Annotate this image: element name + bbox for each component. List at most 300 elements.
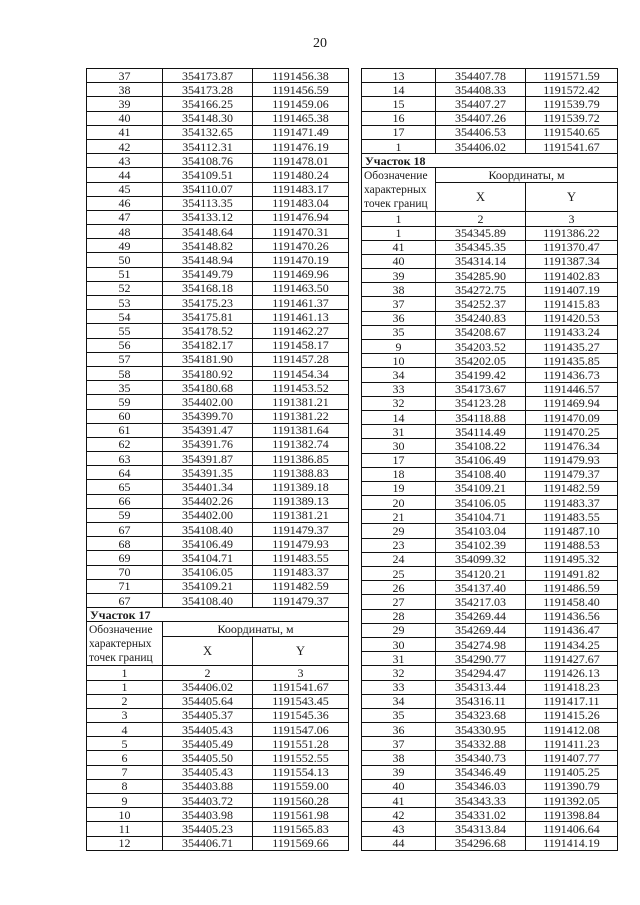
y-coordinate-cell: 1191406.64 <box>526 822 618 836</box>
table-row <box>87 565 349 579</box>
y-coordinate-cell: 1191486.59 <box>526 581 618 595</box>
y-coordinate-cell: 1191487.10 <box>526 524 618 538</box>
x-coordinate-cell: 354346.49 <box>436 765 526 779</box>
y-coordinate-cell: 1191427.67 <box>526 652 618 666</box>
y-coordinate-cell: 1191469.94 <box>526 396 618 410</box>
point-number-cell: 36 <box>362 311 436 325</box>
x-coordinate-cell: 354345.89 <box>436 226 526 240</box>
x-coordinate-cell: 354109.51 <box>163 168 253 182</box>
table-row <box>362 240 618 254</box>
table-row <box>87 338 349 352</box>
point-number-cell: 17 <box>362 125 436 139</box>
x-coordinate-cell: 354314.14 <box>436 254 526 268</box>
y-coordinate-cell: 1191470.26 <box>253 239 349 253</box>
y-coordinate-cell: 1191476.94 <box>253 210 349 224</box>
table-row <box>362 226 618 240</box>
x-coordinate-cell: 354406.02 <box>163 680 253 694</box>
point-number-cell: 68 <box>87 537 163 551</box>
y-coordinate-cell: 1191554.13 <box>253 765 349 779</box>
x-coordinate-cell: 354180.68 <box>163 381 253 395</box>
coordinates-table-left <box>86 68 349 851</box>
x-coordinate-cell: 354108.40 <box>163 593 253 607</box>
y-coordinate-cell: 1191407.19 <box>526 283 618 297</box>
y-coordinate-cell: 1191541.67 <box>526 139 618 153</box>
point-number-cell: 21 <box>362 510 436 524</box>
point-number-cell: 30 <box>362 637 436 651</box>
y-coordinate-cell: 1191436.47 <box>526 623 618 637</box>
point-number-cell: 16 <box>362 111 436 125</box>
x-coordinate-cell: 354148.94 <box>163 253 253 267</box>
table-row <box>362 581 618 595</box>
y-coordinate-cell: 1191446.57 <box>526 382 618 396</box>
table-row <box>87 680 349 694</box>
y-coordinate-cell: 1191456.59 <box>253 83 349 97</box>
point-number-cell: 61 <box>87 423 163 437</box>
x-coordinate-cell: 354285.90 <box>436 269 526 283</box>
table-row <box>362 481 618 495</box>
y-coordinate-cell: 1191541.67 <box>253 680 349 694</box>
y-coordinate-cell: 1191389.13 <box>253 494 349 508</box>
header-text-line: точек границ <box>89 651 153 664</box>
point-number-cell: 44 <box>362 836 436 850</box>
table-row <box>362 723 618 737</box>
table-row <box>362 652 618 666</box>
point-number-cell: 63 <box>87 452 163 466</box>
table-row <box>87 210 349 224</box>
table-row <box>87 253 349 267</box>
y-coordinate-cell: 1191407.77 <box>526 751 618 765</box>
point-number-cell: 49 <box>87 239 163 253</box>
point-number-cell: 41 <box>87 125 163 139</box>
point-number-cell: 35 <box>87 381 163 395</box>
table-row <box>87 409 349 423</box>
y-coordinate-cell: 1191551.28 <box>253 737 349 751</box>
x-coordinate-cell: 354391.87 <box>163 452 253 466</box>
table-row <box>87 779 349 793</box>
point-number-cell: 38 <box>362 751 436 765</box>
x-coordinate-cell: 354331.02 <box>436 808 526 822</box>
point-number-cell: 71 <box>87 579 163 593</box>
point-number-cell: 62 <box>87 437 163 451</box>
point-number-cell: 24 <box>362 552 436 566</box>
point-number-cell: 10 <box>362 354 436 368</box>
point-number-cell: 35 <box>362 325 436 339</box>
point-number-cell: 8 <box>87 779 163 793</box>
y-coordinate-cell: 1191545.36 <box>253 708 349 722</box>
x-coordinate-cell: 354405.43 <box>163 723 253 737</box>
table-row <box>362 83 618 97</box>
point-number-cell: 33 <box>362 680 436 694</box>
section-title: Участок 18 <box>362 154 618 168</box>
point-number-cell: 34 <box>362 368 436 382</box>
table-row <box>362 125 618 139</box>
point-number-cell: 67 <box>87 593 163 607</box>
point-number-cell: 40 <box>362 779 436 793</box>
table-row <box>87 737 349 751</box>
y-coordinate-cell: 1191539.72 <box>526 111 618 125</box>
table-row <box>87 494 349 508</box>
column-number: 3 <box>253 666 349 680</box>
x-axis-header: X <box>436 183 526 212</box>
x-coordinate-cell: 354182.17 <box>163 338 253 352</box>
point-number-cell: 43 <box>87 154 163 168</box>
y-coordinate-cell: 1191420.53 <box>526 311 618 325</box>
coordinates-table-right <box>361 68 618 851</box>
table-row <box>87 423 349 437</box>
y-coordinate-cell: 1191387.34 <box>526 254 618 268</box>
table-row <box>362 340 618 354</box>
point-number-cell: 47 <box>87 210 163 224</box>
y-coordinate-cell: 1191415.26 <box>526 708 618 722</box>
point-number-cell: 9 <box>362 340 436 354</box>
x-coordinate-cell: 354180.92 <box>163 366 253 380</box>
table-row <box>362 368 618 382</box>
x-coordinate-cell: 354137.40 <box>436 581 526 595</box>
point-number-cell: 57 <box>87 352 163 366</box>
x-coordinate-cell: 354102.39 <box>436 538 526 552</box>
point-number-cell: 64 <box>87 466 163 480</box>
x-coordinate-cell: 354401.34 <box>163 480 253 494</box>
table-row <box>87 310 349 324</box>
table-row <box>87 381 349 395</box>
point-number-cell: 51 <box>87 267 163 281</box>
y-coordinate-cell: 1191479.93 <box>253 537 349 551</box>
x-axis-header: X <box>163 637 253 666</box>
x-coordinate-cell: 354405.64 <box>163 694 253 708</box>
x-coordinate-cell: 354108.22 <box>436 439 526 453</box>
point-number-cell: 67 <box>87 523 163 537</box>
y-coordinate-cell: 1191543.45 <box>253 694 349 708</box>
point-number-cell: 70 <box>87 565 163 579</box>
y-coordinate-cell: 1191386.85 <box>253 452 349 466</box>
x-coordinate-cell: 354173.67 <box>436 382 526 396</box>
x-coordinate-cell: 354104.71 <box>436 510 526 524</box>
y-coordinate-cell: 1191476.19 <box>253 139 349 153</box>
table-row <box>362 410 618 424</box>
x-coordinate-cell: 354208.67 <box>436 325 526 339</box>
point-number-cell: 48 <box>87 225 163 239</box>
table-row <box>87 182 349 196</box>
x-coordinate-cell: 354199.42 <box>436 368 526 382</box>
point-number-cell: 31 <box>362 652 436 666</box>
point-number-cell: 40 <box>87 111 163 125</box>
point-number-cell: 26 <box>362 581 436 595</box>
y-coordinate-cell: 1191426.13 <box>526 666 618 680</box>
table-row <box>362 396 618 410</box>
table-row <box>87 196 349 210</box>
y-coordinate-cell: 1191560.28 <box>253 794 349 808</box>
table-row <box>362 111 618 125</box>
point-number-cell: 41 <box>362 240 436 254</box>
point-number-cell: 32 <box>362 396 436 410</box>
section-title-row <box>87 608 349 622</box>
y-coordinate-cell: 1191571.59 <box>526 69 618 83</box>
x-coordinate-cell: 354099.32 <box>436 552 526 566</box>
x-coordinate-cell: 354175.81 <box>163 310 253 324</box>
x-coordinate-cell: 354118.88 <box>436 410 526 424</box>
table-row <box>87 593 349 607</box>
y-coordinate-cell: 1191459.06 <box>253 97 349 111</box>
y-coordinate-cell: 1191457.28 <box>253 352 349 366</box>
y-coordinate-cell: 1191405.25 <box>526 765 618 779</box>
x-coordinate-cell: 354114.49 <box>436 425 526 439</box>
y-coordinate-cell: 1191572.42 <box>526 83 618 97</box>
y-coordinate-cell: 1191479.37 <box>526 467 618 481</box>
x-coordinate-cell: 354391.35 <box>163 466 253 480</box>
x-coordinate-cell: 354103.04 <box>436 524 526 538</box>
x-coordinate-cell: 354178.52 <box>163 324 253 338</box>
point-number-cell: 17 <box>362 453 436 467</box>
x-coordinate-cell: 354110.07 <box>163 182 253 196</box>
y-coordinate-cell: 1191436.73 <box>526 368 618 382</box>
x-coordinate-cell: 354272.75 <box>436 283 526 297</box>
y-coordinate-cell: 1191398.84 <box>526 808 618 822</box>
table-row <box>362 354 618 368</box>
header-text-line: Обозначение <box>89 623 153 636</box>
x-coordinate-cell: 354108.40 <box>163 523 253 537</box>
y-coordinate-cell: 1191390.79 <box>526 779 618 793</box>
table-row <box>362 779 618 793</box>
x-coordinate-cell: 354316.11 <box>436 694 526 708</box>
table-row <box>87 239 349 253</box>
table-row <box>362 69 618 83</box>
x-coordinate-cell: 354175.23 <box>163 296 253 310</box>
table-row <box>362 538 618 552</box>
y-coordinate-cell: 1191458.40 <box>526 595 618 609</box>
point-number-cell: 60 <box>87 409 163 423</box>
table-row <box>362 552 618 566</box>
point-number-cell: 59 <box>87 508 163 522</box>
y-axis-header: Y <box>526 183 618 212</box>
x-coordinate-cell: 354406.53 <box>436 125 526 139</box>
x-coordinate-cell: 354391.76 <box>163 437 253 451</box>
header-text-line: характерных <box>89 637 152 650</box>
point-number-cell: 2 <box>87 694 163 708</box>
table-row <box>362 680 618 694</box>
table-row <box>362 708 618 722</box>
x-coordinate-cell: 354168.18 <box>163 281 253 295</box>
point-number-cell: 29 <box>362 524 436 538</box>
x-coordinate-cell: 354405.37 <box>163 708 253 722</box>
coordinates-header: Координаты, м <box>436 168 618 183</box>
table-row <box>87 480 349 494</box>
x-coordinate-cell: 354104.71 <box>163 551 253 565</box>
table-row <box>362 567 618 581</box>
point-number-cell: 33 <box>362 382 436 396</box>
point-designation-header <box>87 622 163 666</box>
table-row <box>362 453 618 467</box>
point-number-cell: 19 <box>362 481 436 495</box>
table-row <box>362 311 618 325</box>
point-number-cell: 30 <box>362 439 436 453</box>
table-row <box>362 609 618 623</box>
y-coordinate-cell: 1191461.37 <box>253 296 349 310</box>
table-row <box>362 737 618 751</box>
point-number-cell: 53 <box>87 296 163 310</box>
x-coordinate-cell: 354340.73 <box>436 751 526 765</box>
y-coordinate-cell: 1191456.38 <box>253 69 349 83</box>
y-coordinate-cell: 1191482.59 <box>526 481 618 495</box>
table-row <box>362 524 618 538</box>
point-number-cell: 37 <box>362 297 436 311</box>
x-coordinate-cell: 354345.35 <box>436 240 526 254</box>
y-coordinate-cell: 1191478.01 <box>253 154 349 168</box>
table-row <box>362 297 618 311</box>
point-number-cell: 14 <box>362 410 436 424</box>
table-row <box>362 637 618 651</box>
column-number: 2 <box>436 212 526 226</box>
x-coordinate-cell: 354405.49 <box>163 737 253 751</box>
point-number-cell: 40 <box>362 254 436 268</box>
y-coordinate-cell: 1191370.47 <box>526 240 618 254</box>
table-row <box>362 836 618 850</box>
point-number-cell: 59 <box>87 395 163 409</box>
y-coordinate-cell: 1191381.22 <box>253 409 349 423</box>
x-coordinate-cell: 354106.05 <box>436 496 526 510</box>
x-coordinate-cell: 354403.72 <box>163 794 253 808</box>
point-number-cell: 1 <box>362 139 436 153</box>
table-row <box>87 125 349 139</box>
x-coordinate-cell: 354408.33 <box>436 83 526 97</box>
table-row <box>87 751 349 765</box>
x-coordinate-cell: 354406.71 <box>163 836 253 850</box>
point-number-cell: 14 <box>362 83 436 97</box>
point-number-cell: 45 <box>87 182 163 196</box>
x-coordinate-cell: 354113.35 <box>163 196 253 210</box>
x-coordinate-cell: 354313.84 <box>436 822 526 836</box>
point-number-cell: 55 <box>87 324 163 338</box>
y-coordinate-cell: 1191471.49 <box>253 125 349 139</box>
x-coordinate-cell: 354109.21 <box>436 481 526 495</box>
y-coordinate-cell: 1191483.04 <box>253 196 349 210</box>
point-number-cell: 18 <box>362 467 436 481</box>
table-row <box>87 822 349 836</box>
y-coordinate-cell: 1191488.53 <box>526 538 618 552</box>
table-row <box>362 794 618 808</box>
table-row <box>87 366 349 380</box>
table-row <box>87 694 349 708</box>
point-number-cell: 58 <box>87 366 163 380</box>
y-coordinate-cell: 1191381.21 <box>253 395 349 409</box>
table-row <box>362 439 618 453</box>
table-row <box>87 537 349 551</box>
y-coordinate-cell: 1191539.79 <box>526 97 618 111</box>
table-row <box>87 395 349 409</box>
x-coordinate-cell: 354132.65 <box>163 125 253 139</box>
y-coordinate-cell: 1191435.27 <box>526 340 618 354</box>
y-coordinate-cell: 1191417.11 <box>526 694 618 708</box>
x-coordinate-cell: 354403.88 <box>163 779 253 793</box>
table-row <box>87 579 349 593</box>
y-coordinate-cell: 1191476.34 <box>526 439 618 453</box>
y-coordinate-cell: 1191479.37 <box>253 523 349 537</box>
table-row <box>87 324 349 338</box>
y-coordinate-cell: 1191461.13 <box>253 310 349 324</box>
point-number-cell: 66 <box>87 494 163 508</box>
x-coordinate-cell: 354269.44 <box>436 609 526 623</box>
column-number: 1 <box>362 212 436 226</box>
y-coordinate-cell: 1191483.55 <box>253 551 349 565</box>
x-coordinate-cell: 354120.21 <box>436 567 526 581</box>
column-number: 1 <box>87 666 163 680</box>
point-number-cell: 11 <box>87 822 163 836</box>
y-coordinate-cell: 1191559.00 <box>253 779 349 793</box>
x-coordinate-cell: 354112.31 <box>163 139 253 153</box>
table-row <box>87 794 349 808</box>
x-coordinate-cell: 354106.05 <box>163 565 253 579</box>
point-number-cell: 42 <box>87 139 163 153</box>
table-row <box>362 510 618 524</box>
y-coordinate-cell: 1191412.08 <box>526 723 618 737</box>
point-number-cell: 42 <box>362 808 436 822</box>
x-coordinate-cell: 354173.28 <box>163 83 253 97</box>
table-row <box>362 97 618 111</box>
point-number-cell: 6 <box>87 751 163 765</box>
table-row <box>87 139 349 153</box>
table-row <box>87 281 349 295</box>
table-row <box>87 154 349 168</box>
point-number-cell: 12 <box>87 836 163 850</box>
y-coordinate-cell: 1191411.23 <box>526 737 618 751</box>
table-row <box>87 466 349 480</box>
point-number-cell: 46 <box>87 196 163 210</box>
point-number-cell: 1 <box>87 680 163 694</box>
x-coordinate-cell: 354106.49 <box>436 453 526 467</box>
x-coordinate-cell: 354313.44 <box>436 680 526 694</box>
x-coordinate-cell: 354290.77 <box>436 652 526 666</box>
point-number-cell: 3 <box>87 708 163 722</box>
y-coordinate-cell: 1191480.24 <box>253 168 349 182</box>
y-coordinate-cell: 1191470.31 <box>253 225 349 239</box>
y-coordinate-cell: 1191470.25 <box>526 425 618 439</box>
y-coordinate-cell: 1191434.25 <box>526 637 618 651</box>
table-row <box>362 269 618 283</box>
coordinates-header: Координаты, м <box>163 622 349 637</box>
x-coordinate-cell: 354332.88 <box>436 737 526 751</box>
x-coordinate-cell: 354330.95 <box>436 723 526 737</box>
table-row <box>362 751 618 765</box>
y-coordinate-cell: 1191415.83 <box>526 297 618 311</box>
y-coordinate-cell: 1191458.17 <box>253 338 349 352</box>
table-row <box>362 623 618 637</box>
y-coordinate-cell: 1191463.50 <box>253 281 349 295</box>
table-row <box>87 765 349 779</box>
x-coordinate-cell: 354106.49 <box>163 537 253 551</box>
y-coordinate-cell: 1191433.24 <box>526 325 618 339</box>
point-number-cell: 41 <box>362 794 436 808</box>
y-coordinate-cell: 1191453.52 <box>253 381 349 395</box>
x-coordinate-cell: 354217.03 <box>436 595 526 609</box>
point-number-cell: 35 <box>362 708 436 722</box>
table-row <box>362 467 618 481</box>
table-row <box>87 225 349 239</box>
x-coordinate-cell: 354346.03 <box>436 779 526 793</box>
header-text-line: характерных <box>364 183 427 196</box>
y-coordinate-cell: 1191382.74 <box>253 437 349 451</box>
y-coordinate-cell: 1191470.09 <box>526 410 618 424</box>
x-coordinate-cell: 354403.98 <box>163 808 253 822</box>
y-coordinate-cell: 1191436.56 <box>526 609 618 623</box>
point-number-cell: 37 <box>362 737 436 751</box>
y-coordinate-cell: 1191547.06 <box>253 723 349 737</box>
y-coordinate-cell: 1191483.37 <box>253 565 349 579</box>
table-row <box>87 508 349 522</box>
column-number: 2 <box>163 666 253 680</box>
point-number-cell: 13 <box>362 69 436 83</box>
x-coordinate-cell: 354269.44 <box>436 623 526 637</box>
table-row <box>362 139 618 153</box>
y-coordinate-cell: 1191561.98 <box>253 808 349 822</box>
